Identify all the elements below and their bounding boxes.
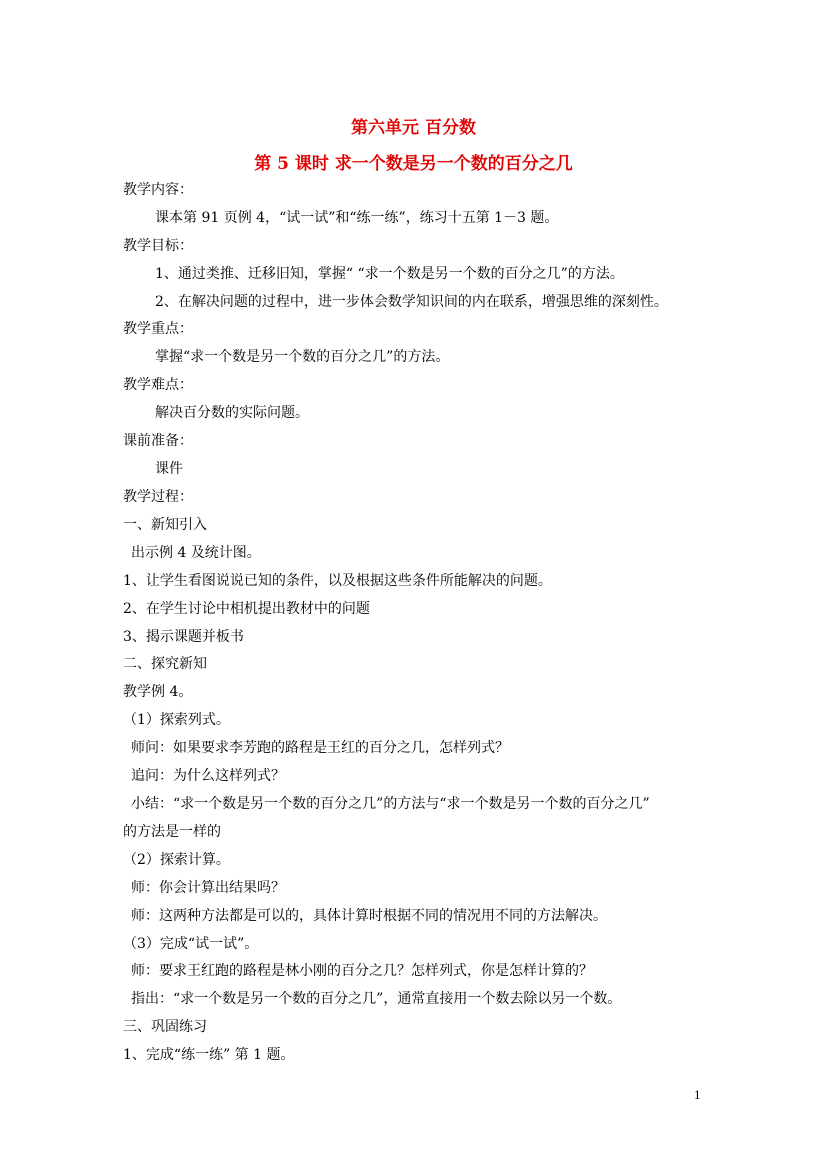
paragraph-line: 1、通过类推、迁移旧知，掌握“ “求一个数是另一个数的百分之几”的方法。 [155,266,624,282]
paragraph-line: 出示例 4 及统计图。 [131,545,261,561]
paragraph-line: 师：你会计算出结果吗？ [131,880,285,896]
paragraph-line: 3、揭示课题并板书 [123,629,244,645]
paragraph-line: 追问：为什么这样列式？ [131,768,285,784]
paragraph-line: 课本第 91 页例 4，“试一试”和“练一练”，练习十五第 1－3 题。 [155,210,559,226]
paragraph-line: 掌握“求一个数是另一个数的百分之几”的方法。 [155,349,450,365]
paragraph-line: 1、完成“练一练” 第 1 题。 [123,1047,295,1063]
section-heading: 教学过程： [123,489,193,505]
paragraph-line: 2、在解决问题的过程中，进一步体会数学知识间的内在联系，增强思维的深刻性。 [155,294,668,310]
paragraph-line: 师：这两种方法都是可以的，具体计算时根据不同的情况用不同的方法解决。 [131,908,607,924]
paragraph-line: 教学例 4。 [123,684,193,700]
section-heading: 教学重点： [123,321,193,337]
paragraph-line: （2）探索计算。 [123,852,230,868]
paragraph-line: （1）探索列式。 [123,712,230,728]
paragraph-line: 指出：“求一个数是另一个数的百分之几”，通常直接用一个数去除以另一个数。 [131,991,622,1007]
paragraph-line: （3）完成“试一试”。 [123,936,259,952]
paragraph-line: 小结：“求一个数是另一个数的百分之几”的方法与“求一个数是另一个数的百分之几” [131,796,650,812]
paragraph-line: 的方法是一样的 [123,824,221,840]
paragraph-line: 三、巩固练习 [123,1019,207,1035]
section-heading: 教学目标： [123,238,193,254]
paragraph-line: 二、探究新知 [123,656,207,672]
page-number: 1 [694,1087,701,1102]
paragraph-line: 师问：如果要求李芳跑的路程是王红的百分之几，怎样列式？ [131,740,509,756]
section-heading: 教学难点： [123,377,193,393]
paragraph-line: 2、在学生讨论中相机提出教材中的问题 [123,601,370,617]
section-heading: 课前准备： [123,433,193,449]
unit-title: 第六单元 百分数 [351,118,476,138]
section-heading: 教学内容： [123,182,193,198]
lesson-title: 第 5 课时 求一个数是另一个数的百分之几 [254,154,573,174]
paragraph-line: 一、新知引入 [123,517,207,533]
paragraph-line: 师：要求王红跑的路程是林小刚的百分之几？怎样列式，你是怎样计算的？ [131,963,593,979]
paragraph-line: 1、让学生看图说说已知的条件，以及根据这些条件所能解决的问题。 [123,573,552,589]
paragraph-line: 解决百分数的实际问题。 [155,405,309,421]
paragraph-line: 课件 [155,461,183,477]
